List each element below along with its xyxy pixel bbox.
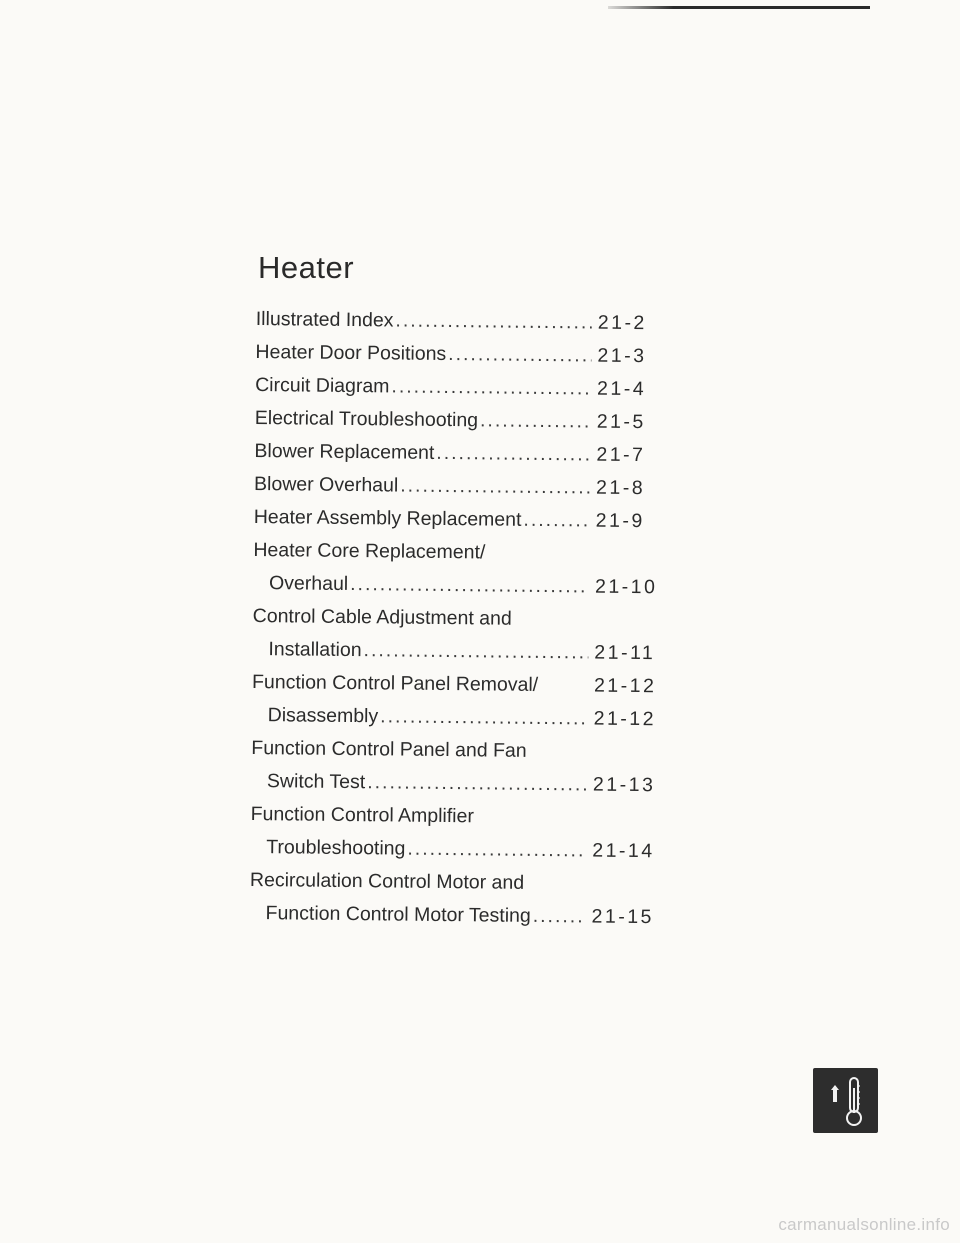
toc-entry-title: Function Control Amplifier — [250, 802, 475, 828]
toc-line — [255, 402, 685, 440]
toc-line — [253, 534, 683, 572]
toc-entry-heater-assembly-replacement[interactable] — [254, 501, 684, 539]
toc-page-number: 21-11 — [594, 641, 656, 665]
watermark: carmanualsonline.info — [778, 1215, 950, 1234]
toc-entry-title: Heater Door Positions — [255, 340, 447, 365]
section-title: Heater — [258, 250, 355, 285]
toc-entry-title-continued: Overhaul — [268, 572, 349, 595]
dot-leader — [395, 304, 592, 339]
toc-page-number: 21-9 — [595, 509, 645, 533]
toc-entry-recirculation-control-motor[interactable] — [249, 864, 680, 934]
toc-line — [250, 864, 680, 902]
toc-entry-blower-overhaul[interactable] — [254, 468, 684, 506]
dot-leader — [400, 470, 590, 505]
toc-line — [253, 567, 683, 605]
top-rule — [608, 6, 870, 9]
toc-page-number: 21-12 — [593, 707, 657, 731]
toc-line — [252, 633, 682, 671]
toc-line — [251, 765, 681, 803]
toc-entry-illustrated-index[interactable] — [256, 303, 686, 341]
toc-page-number: 21-10 — [594, 575, 658, 599]
toc-page-number: 21-7 — [596, 443, 646, 467]
toc-entry-circuit-diagram[interactable] — [255, 369, 685, 407]
toc-entry-electrical-troubleshooting[interactable] — [255, 402, 685, 440]
toc-page-number: 21-12 — [593, 674, 657, 698]
toc-entry-heater-core-replacement[interactable] — [253, 534, 684, 604]
toc-page-number: 21-3 — [597, 344, 647, 368]
toc-line — [251, 732, 681, 770]
toc-page-number: 21-4 — [597, 377, 647, 401]
toc-entry-title: Electrical Troubleshooting — [254, 406, 479, 432]
toc-line — [254, 501, 684, 539]
toc-entry-title: Circuit Diagram — [255, 373, 390, 398]
toc-entry-title: Function Control Panel Removal/ — [251, 670, 539, 696]
toc-line — [254, 468, 684, 506]
toc-entry-function-control-panel-fan-switch-test[interactable] — [251, 732, 682, 802]
toc-page-number: 21-2 — [597, 311, 647, 335]
toc-line — [255, 336, 685, 374]
heater-thermometer-icon[interactable] — [813, 1068, 878, 1133]
toc-entry-title-continued: Switch Test — [266, 770, 366, 794]
toc-entry-title: Control Cable Adjustment and — [252, 604, 512, 630]
toc-line — [254, 435, 684, 473]
toc-entry-function-control-panel-removal[interactable] — [252, 666, 683, 736]
toc-entry-title: Blower Replacement — [254, 439, 435, 464]
dot-leader — [350, 568, 589, 603]
toc-page-number: 21-8 — [595, 476, 646, 500]
dot-leader — [380, 700, 588, 735]
toc-entry-function-control-amplifier[interactable] — [250, 798, 681, 868]
toc-page-number: 21-13 — [592, 773, 656, 797]
toc-line — [252, 699, 682, 737]
dot-leader — [367, 766, 587, 801]
toc-entry-title: Function Control Panel and Fan — [251, 736, 527, 762]
toc-entry-title: Illustrated Index — [255, 307, 394, 332]
toc-line — [253, 600, 683, 638]
toc-line — [249, 897, 679, 935]
dot-leader — [363, 634, 588, 669]
toc-entry-title-continued: Function Control Motor Testing — [265, 902, 531, 927]
toc-line — [255, 369, 685, 407]
toc-entry-title-continued: Troubleshooting — [266, 836, 406, 860]
dot-leader — [533, 900, 586, 934]
toc-entry-title: Heater Core Replacement/ — [253, 538, 486, 564]
toc-line — [252, 666, 682, 704]
dot-leader — [391, 370, 591, 405]
toc-line — [256, 303, 686, 341]
dot-leader — [436, 437, 590, 472]
dot-leader — [407, 833, 586, 868]
table-of-contents — [249, 303, 686, 934]
toc-entry-title-continued: Disassembly — [267, 704, 379, 728]
toc-entry-title: Recirculation Control Motor and — [249, 868, 525, 894]
dot-leader — [448, 338, 592, 372]
toc-entry-title-continued: Installation — [268, 638, 362, 662]
dot-leader — [480, 404, 591, 438]
toc-entry-heater-door-positions[interactable] — [255, 336, 685, 374]
toc-line — [250, 798, 680, 836]
toc-entry-blower-replacement[interactable] — [254, 435, 684, 473]
toc-entry-control-cable-adjustment[interactable] — [252, 600, 683, 670]
toc-entry-title: Blower Overhaul — [253, 472, 399, 497]
toc-line — [250, 831, 680, 869]
toc-entry-title: Heater Assembly Replacement — [253, 505, 522, 531]
toc-page-number: 21-5 — [596, 410, 646, 434]
dot-leader — [523, 504, 590, 538]
toc-page-number: 21-14 — [592, 839, 655, 863]
toc-page-number: 21-15 — [591, 905, 655, 929]
